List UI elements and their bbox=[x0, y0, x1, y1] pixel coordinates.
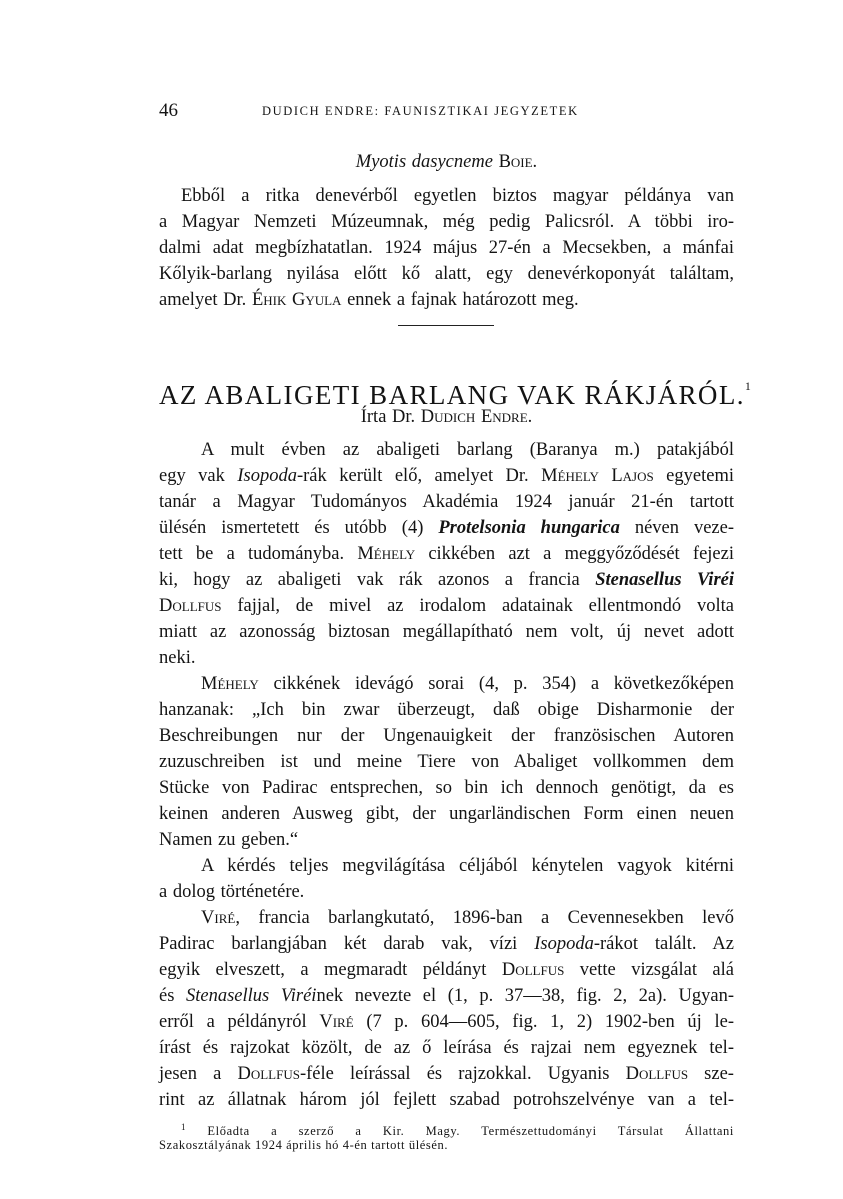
byline bbox=[159, 406, 734, 428]
byline-prefix: Írta Dr. bbox=[360, 407, 421, 427]
text-line: a Magyar Nemzeti Múzeumnak, még pedig Palicsról. A többi iro- bbox=[159, 212, 734, 232]
person-name: Viré bbox=[319, 1012, 354, 1032]
species-heading bbox=[159, 151, 734, 173]
text-line: Kőlyik-barlang nyilása előtt kő alatt, egy denevérkoponyát találtam, bbox=[159, 264, 734, 284]
person-name: Méhely bbox=[357, 544, 416, 564]
text-span: -féle leírással és rajzokkal. Ugyanis bbox=[299, 1064, 626, 1084]
text-span: , francia barlangkutató, 1896-ban a Cevennesekben levő bbox=[235, 908, 734, 928]
text-line: Namen zu geben.“ bbox=[159, 830, 299, 850]
text-line bbox=[159, 543, 734, 565]
text-span: tett be a tudományba. bbox=[159, 544, 358, 564]
text-span: (7 p. 604—605, fig. 1, 2) 1902-ben új le- bbox=[353, 1012, 734, 1032]
person-name: Viré bbox=[201, 908, 236, 928]
text-span: erről a példányról bbox=[159, 1012, 320, 1032]
person-name: Dollfus bbox=[159, 596, 222, 616]
article-title bbox=[159, 370, 751, 411]
species-author: Boie. bbox=[498, 152, 538, 172]
person-name: Dollfus bbox=[501, 960, 565, 980]
text-line: rint az állatnak három jól fejlett szabad potrohszelvénye van a tel- bbox=[159, 1090, 734, 1110]
text-line: Stücke von Padirac entsprechen, so bin ich dennoch genötigt, da es bbox=[159, 778, 734, 798]
article-title-text: AZ ABALIGETI BARLANG VAK RÁKJÁRÓL. bbox=[159, 380, 745, 410]
text-line bbox=[159, 959, 734, 981]
person-name: Méhely bbox=[201, 674, 259, 694]
footnote-text: Előadta a szerző a Kir. Magy. Természettudományi Társulat Állattani bbox=[186, 1124, 734, 1139]
page-number: 46 bbox=[159, 100, 178, 121]
taxon-name: Stenasellus Viréi bbox=[595, 570, 734, 590]
taxon-name: Isopoda bbox=[534, 934, 594, 954]
text-line: írást és rajzokat közölt, de az ő leírása és rajzai nem egyeznek tel- bbox=[159, 1038, 734, 1058]
text-span: egyik elveszett, a megmaradt példányt bbox=[159, 960, 502, 980]
text-span: ülésén ismertetett és utóbb (4) bbox=[159, 518, 439, 538]
text-line: neki. bbox=[159, 648, 196, 668]
text-line bbox=[159, 465, 734, 487]
text-line bbox=[159, 1011, 734, 1033]
text-span: cikkének idevágó sorai (4, p. 354) a következőképen bbox=[258, 674, 734, 694]
footnote-mark: 1 bbox=[744, 379, 751, 393]
text-line: a dolog történetére. bbox=[159, 882, 305, 902]
text-span: -rákot talált. Az bbox=[593, 934, 734, 954]
footnote-line: Szakosztályának 1924 április hó 4-én tartott ülésén. bbox=[159, 1138, 449, 1152]
text-span: nek nevezte el (1, p. 37—38, fig. 2, 2a). Ugyan- bbox=[316, 986, 734, 1006]
byline-author: Dudich Endre. bbox=[420, 407, 533, 427]
text-span: -rák került elő, amelyet Dr. bbox=[296, 466, 542, 486]
taxon-name: Stenasellus Viréi bbox=[186, 986, 317, 1006]
text-span: cikkében azt a meggyőződését fejezi bbox=[415, 544, 734, 564]
text-line bbox=[159, 933, 734, 955]
text-line bbox=[159, 985, 734, 1007]
person-name: Dollfus bbox=[237, 1064, 300, 1084]
text-line: hanzanak: „Ich bin zwar überzeugt, daß obige Disharmonie der bbox=[159, 700, 734, 720]
text-span: egy vak bbox=[159, 466, 238, 486]
text-line bbox=[159, 289, 734, 311]
text-span: néven veze- bbox=[619, 518, 735, 538]
text-span: ennek a fajnak határozott meg. bbox=[341, 290, 579, 310]
text-line: A mult évben az abaligeti barlang (Baranya m.) patakjából bbox=[201, 440, 734, 460]
text-line: A kérdés teljes megvilágítása céljából kénytelen vagyok kitérni bbox=[201, 856, 734, 876]
text-line: Ebből a ritka denevérből egyetlen biztos magyar példánya van bbox=[181, 186, 734, 206]
text-span: sze- bbox=[688, 1064, 734, 1084]
species-name: Myotis dasycneme bbox=[355, 152, 493, 172]
taxon-name: Protelsonia hungarica bbox=[438, 518, 620, 538]
running-head bbox=[159, 100, 742, 128]
section-divider bbox=[398, 325, 494, 326]
text-span: amelyet Dr. bbox=[159, 290, 252, 310]
text-span: jesen a bbox=[159, 1064, 238, 1084]
text-span: fajjal, de mivel az irodalom adatainak ellentmondó volta bbox=[221, 596, 734, 616]
text-span: vette vizsgálat alá bbox=[564, 960, 734, 980]
text-line: tanár a Magyar Tudományos Akadémia 1924 január 21-én tartott bbox=[159, 492, 734, 512]
text-line: Beschreibungen nur der Ungenauigkeit der französischen Autoren bbox=[159, 726, 734, 746]
text-span: ki, hogy az abaligeti vak rák azonos a francia bbox=[159, 570, 596, 590]
text-line bbox=[159, 595, 734, 617]
text-line: miatt az azonosság biztosan megállapítható nem volt, új nevet adott bbox=[159, 622, 734, 642]
text-line bbox=[159, 517, 734, 539]
text-line: dalmi adat megbízhatatlan. 1924 május 27-én a Mecsekben, a mánfai bbox=[159, 238, 734, 258]
text-span: Padirac barlangjában két darab vak, vízi bbox=[159, 934, 535, 954]
text-line bbox=[159, 673, 734, 695]
text-line bbox=[159, 1063, 734, 1085]
text-span: egyetemi bbox=[653, 466, 734, 486]
person-name: Méhely Lajos bbox=[541, 466, 654, 486]
text-line: zuzuschreiben ist und meine Tiere von Abaliget vollkommen dem bbox=[159, 752, 734, 772]
person-name: Dollfus bbox=[625, 1064, 689, 1084]
taxon-name: Isopoda bbox=[237, 466, 297, 486]
footnote-mark: 1 bbox=[181, 1122, 187, 1132]
running-title: DUDICH ENDRE: FAUNISZTIKAI JEGYZETEK bbox=[262, 104, 579, 118]
text-span: és bbox=[159, 986, 186, 1006]
text-line bbox=[159, 907, 734, 929]
person-name: Éhik Gyula bbox=[251, 290, 342, 310]
text-line bbox=[159, 569, 734, 591]
text-line: keinen anderen Ausweg gibt, der ungarländischen Form einen neuen bbox=[159, 804, 734, 824]
